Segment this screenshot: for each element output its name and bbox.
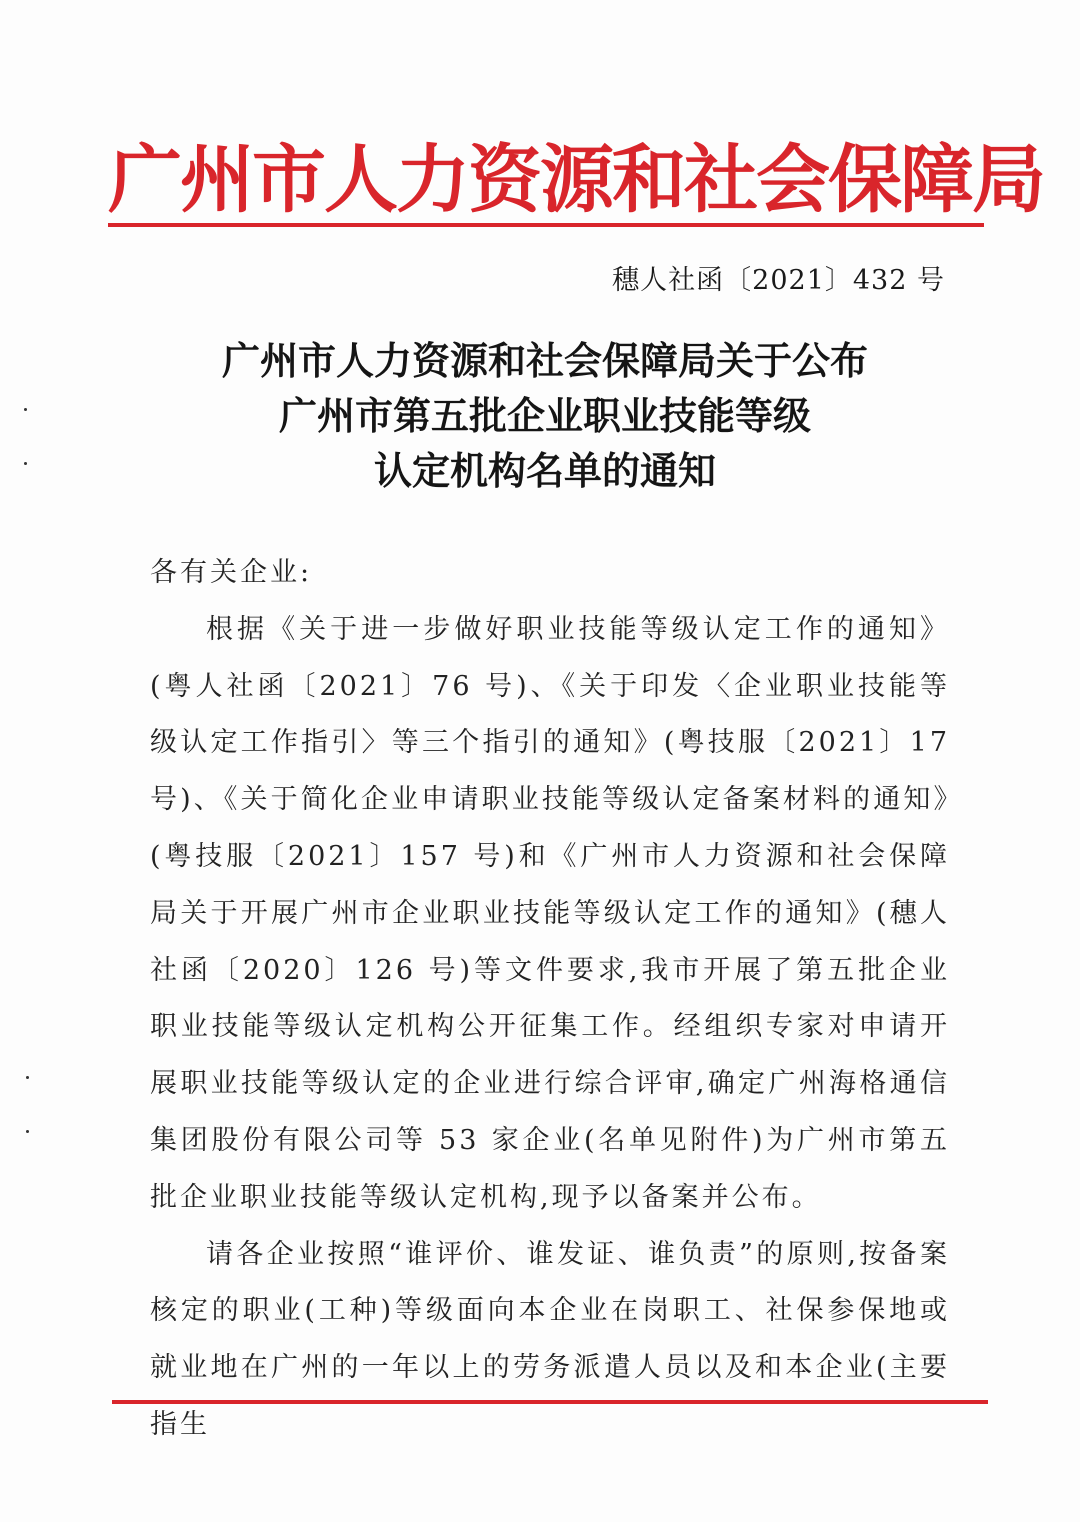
title-line: 广州市人力资源和社会保障局关于公布 — [221, 338, 868, 383]
footer-red-rule — [112, 1400, 988, 1404]
letterhead-red-rule — [108, 223, 984, 227]
scan-speck — [26, 1130, 29, 1133]
scan-speck — [24, 408, 27, 411]
scan-speck — [24, 462, 27, 465]
document-body — [150, 545, 950, 1454]
body-paragraph: 请各企业按照“谁评价、谁发证、谁负责”的原则,按备案核定的职业(工种)等级面向本企业在岗职工、社保参保地或就业地在广州的一年以上的劳务派遣人员以及和本企业(主要指生 — [150, 1238, 950, 1440]
title-line: 认定机构名单的通知 — [373, 448, 716, 493]
document-title — [140, 333, 950, 498]
document-number: 穗人社函〔2021〕432 号 — [612, 265, 945, 296]
salutation: 各有关企业: — [150, 557, 313, 588]
scan-speck — [26, 1076, 29, 1079]
body-paragraph: 根据《关于进一步做好职业技能等级认定工作的通知》(粤人社函〔2021〕76 号)、《关于印发〈企业职业技能等级认定工作指引〉等三个指引的通知》(粤技服〔2021〕17 号)、《关于简化企业申请职业技能等级认定备案材料的通知》(粤技服〔2021〕157 号)和《广州市人力资源和社会保障局关于开展广州市企业职业技能等级认定工作的通知》(穗人社函〔2020〕126 号)等文件要求,我市开展了第五批企业职业技能等级认定机构公开征集工作。经组织专家对申请开展职业技能等级认定的企业进行综合评审,确定广州海格通信集团股份有限公司等 53 家企业(名单见附件)为广州市第五批企业职业技能等级认定机构,现予以备案并公布。 — [150, 613, 950, 1213]
agency-letterhead: 广州市人力资源和社会保障局 — [108, 137, 1044, 223]
title-line: 广州市第五批企业职业技能等级 — [278, 393, 811, 438]
